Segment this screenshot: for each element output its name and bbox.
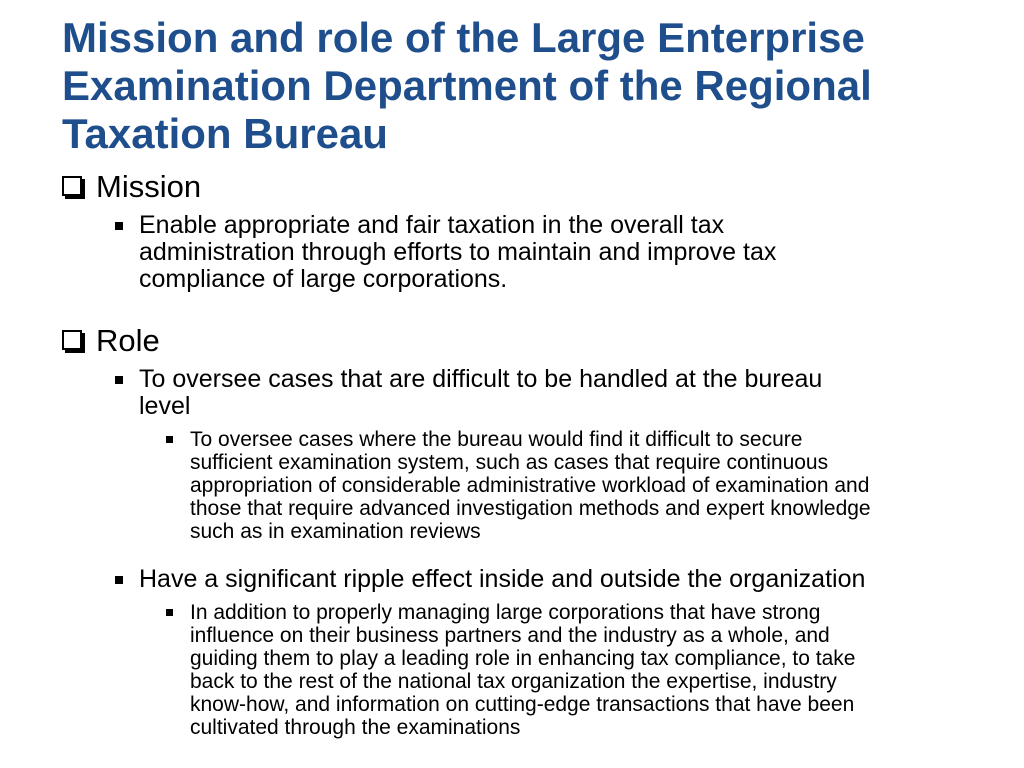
slide-title-line: Examination Department of the Regional — [62, 62, 872, 109]
role-subitem-ripple — [190, 601, 990, 739]
role-item-line: level — [139, 392, 191, 420]
role-subitem-line: those that require advanced investigation methods and expert knowledge — [190, 497, 871, 520]
square-bullet-icon — [115, 576, 123, 584]
mission-heading — [62, 170, 201, 204]
role-item-ripple — [139, 566, 999, 593]
role-subitem-line: sufficient examination system, such as cases that require continuous — [190, 451, 829, 474]
role-subitem-line: appropriation of considerable administrative workload of examination and — [190, 474, 870, 497]
role-subitem-line: cultivated through the examinations — [190, 716, 521, 739]
slide-title — [62, 14, 1002, 158]
role-item-line: Have a significant ripple effect inside and outside the organization — [139, 565, 866, 593]
role-item-line: To oversee cases that are difficult to be handled at the bureau — [139, 365, 823, 393]
checkbox-icon — [62, 176, 82, 196]
checkbox-icon — [62, 330, 82, 350]
mission-bullet — [139, 212, 999, 293]
role-subitem-line: To oversee cases where the bureau would find it difficult to secure — [190, 428, 803, 451]
role-subitem-line: In addition to properly managing large corporations that have strong — [190, 601, 821, 624]
role-item-oversee — [139, 366, 999, 420]
square-bullet-icon — [115, 376, 123, 384]
mission-bullet-line: compliance of large corporations. — [139, 265, 508, 293]
small-square-bullet-icon — [166, 609, 173, 616]
role-subitem-line: know-how, and information on cutting-edge transactions that have been — [190, 693, 855, 716]
role-subitem-line: guiding them to play a leading role in enhancing tax compliance, to take — [190, 647, 856, 670]
slide-title-line: Mission and role of the Large Enterprise — [62, 14, 865, 61]
small-square-bullet-icon — [166, 436, 173, 443]
role-subitem-line: such as in examination reviews — [190, 520, 481, 543]
role-subitem-oversee — [190, 428, 990, 543]
role-heading — [62, 324, 160, 358]
mission-bullet-line: administration through efforts to maintain and improve tax — [139, 238, 777, 266]
role-heading-label: Role — [96, 323, 160, 358]
role-subitem-line: back to the rest of the national tax organization the expertise, industry — [190, 670, 837, 693]
slide-title-line: Taxation Bureau — [62, 110, 388, 157]
role-subitem-line: influence on their business partners and the industry as a whole, and — [190, 624, 830, 647]
mission-bullet-line: Enable appropriate and fair taxation in the overall tax — [139, 211, 725, 239]
mission-heading-label: Mission — [96, 169, 202, 204]
square-bullet-icon — [115, 222, 123, 230]
